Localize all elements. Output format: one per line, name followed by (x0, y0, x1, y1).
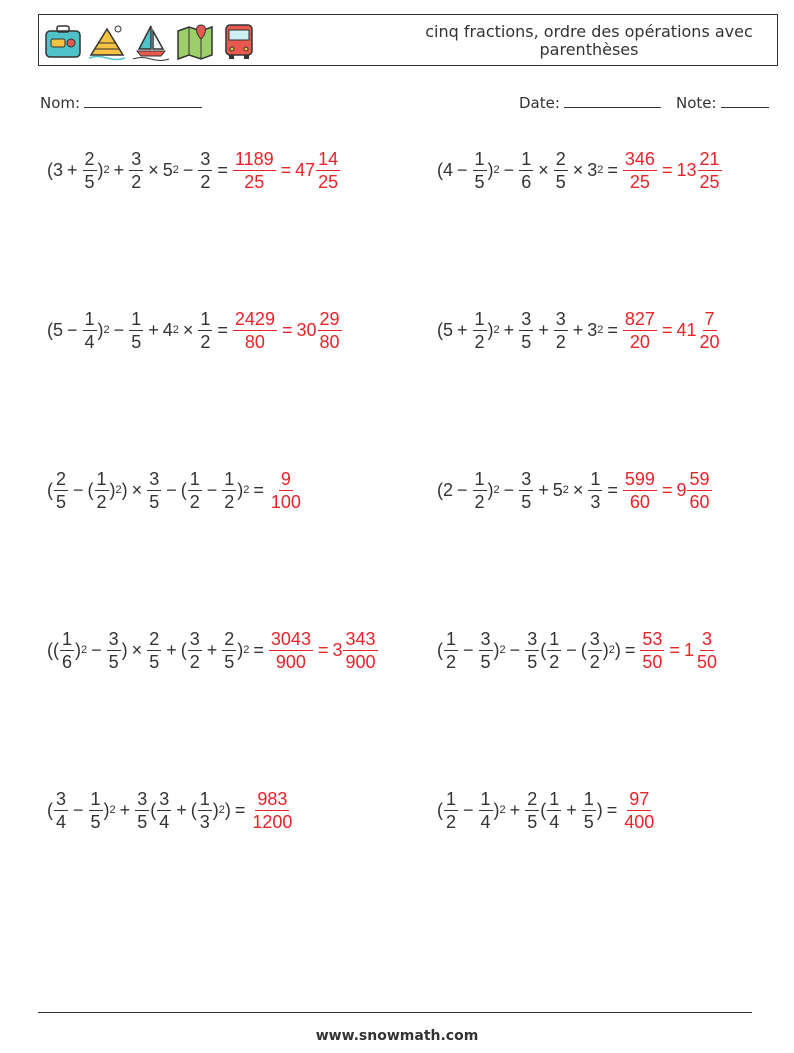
answer-2: $\frac{346}{25}$ (624, 148, 655, 192)
bus-icon (219, 21, 259, 61)
answer-1: $\frac{1189}{25}$ (234, 148, 274, 192)
answer-6: $\frac{599}{60}$ (624, 468, 655, 512)
name-label: Nom: (40, 94, 81, 112)
sailboat-icon (131, 21, 171, 61)
problem-3: (5 − $\frac{1}{4}$ ) 2 − $\frac{1}{5}$ + 4 2 × $\frac{1}{2}$ = $\frac{2429}{80}$ = 30 $\frac{29}{80}$ (47, 308, 340, 352)
problem-9: ( $\frac{3}{4}$ − $\frac{1}{5}$ ) 2 + $\frac{3}{5}$ ( $\frac{3}{4}$ + ( $\frac{1}{3}$ ) 2 ) = $\frac{983}{1200}$ (47, 788, 293, 832)
footer-divider (38, 1012, 752, 1013)
answer-10: $\frac{97}{400}$ (624, 788, 655, 832)
note-field (676, 93, 769, 112)
problem-10: ( $\frac{1}{2}$ − $\frac{1}{4}$ ) 2 + $\frac{2}{5}$ ( $\frac{1}{4}$ + $\frac{1}{5}$ ) = $\frac{97}{400}$ (437, 788, 655, 832)
pyramid-icon (87, 21, 127, 61)
name-field (40, 93, 202, 112)
note-label: Note: (676, 94, 717, 112)
map-icon (175, 21, 215, 61)
answer-3: $\frac{2429}{80}$ (234, 308, 275, 352)
note-line[interactable] (721, 93, 769, 108)
problem-5: ( $\frac{2}{5}$ − ( $\frac{1}{2}$ ) 2 ) × $\frac{3}{5}$ − ( $\frac{1}{2}$ − $\frac{1}{2}$ ) 2 = $\frac{9}{100}$ (47, 468, 301, 512)
problem-2: (4 − $\frac{1}{5}$ ) 2 − $\frac{1}{6}$ × $\frac{2}{5}$ × 3 2 = $\frac{346}{25}$ = 13 $\frac{21}{25}$ (437, 148, 720, 192)
problem-1: (3 + $\frac{2}{5}$ ) 2 + $\frac{3}{2}$ × 5 2 − $\frac{3}{2}$ = $\frac{1189}{25}$ = 47 $\frac{14}{25}$ (47, 148, 339, 192)
date-label: Date: (519, 94, 560, 112)
date-line[interactable] (564, 93, 661, 108)
problem-6: (2 − $\frac{1}{2}$ ) 2 − $\frac{3}{5}$ + 5 2 × $\frac{1}{3}$ = $\frac{599}{60}$ = 9 $\frac{59}{60}$ (437, 468, 710, 512)
footer-url[interactable]: www.snowmath.com (315, 1028, 479, 1044)
name-line[interactable] (84, 93, 202, 108)
problem-8: ( $\frac{1}{2}$ − $\frac{3}{5}$ ) 2 − $\frac{3}{5}$ ( $\frac{1}{2}$ − ( $\frac{3}{2}$ ) 2 ) = $\frac{53}{50}$ = 1 $\frac{3}{50}$ (437, 628, 717, 672)
suitcase-icon (43, 21, 83, 61)
answer-7: $\frac{3043}{900}$ (270, 628, 311, 672)
answer-5: $\frac{9}{100}$ (270, 468, 301, 512)
worksheet-header (38, 14, 778, 66)
header-icons (43, 19, 259, 63)
date-field (519, 93, 661, 112)
answer-9: $\frac{983}{1200}$ (252, 788, 293, 832)
problem-7: (( $\frac{1}{6}$ ) 2 − $\frac{3}{5}$ ) × $\frac{2}{5}$ + ( $\frac{3}{2}$ + $\frac{2}{5}$ ) 2 = $\frac{3043}{900}$ = 3 $\frac{343}{900}$ (47, 628, 376, 672)
problem-4: (5 + $\frac{1}{2}$ ) 2 + $\frac{3}{5}$ + $\frac{3}{2}$ + 3 2 = $\frac{827}{20}$ = 41 $\frac{7}{20}$ (437, 308, 720, 352)
answer-4: $\frac{827}{20}$ (624, 308, 655, 352)
worksheet-title: cinq fractions, ordre des opérations avec parenthèses (425, 22, 753, 59)
answer-8: $\frac{53}{50}$ (642, 628, 663, 672)
